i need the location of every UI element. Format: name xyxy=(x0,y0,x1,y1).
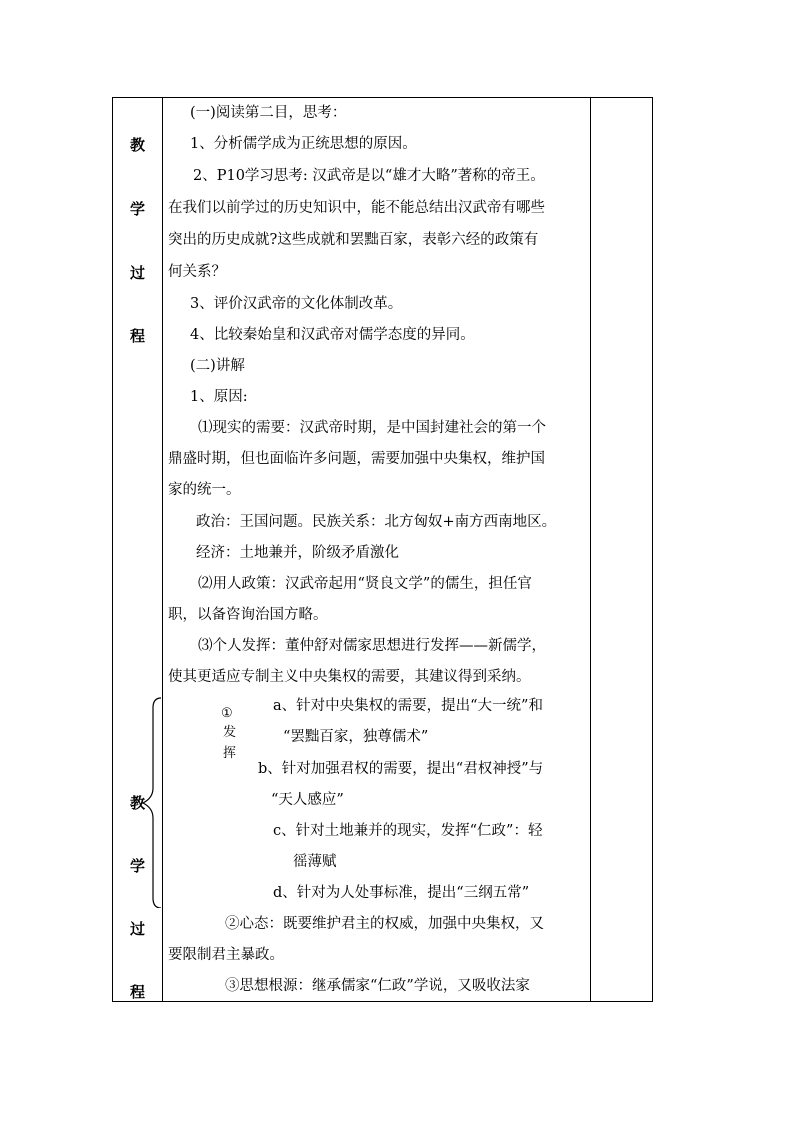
brace-item: 徭薄赋 xyxy=(293,854,337,870)
side-label-char: 过 xyxy=(129,920,145,938)
side-label-char: 教 xyxy=(129,136,145,154)
text-line: 突出的历史成就?这些成就和罢黜百家，表彰六经的政策有 xyxy=(168,232,539,248)
brace-item: a、针对中央集权的需要，提出“大一统”和 xyxy=(273,698,543,714)
text-line: 政治：王国问题。民族关系：北方匈奴+南方西南地区。 xyxy=(196,514,557,530)
side-label-char: 学 xyxy=(129,200,145,218)
text-line: 1、原因: xyxy=(190,389,248,405)
text-line: 家的统一。 xyxy=(168,482,241,498)
text-line: 3、评价汉武帝的文化体制改革。 xyxy=(190,296,403,312)
curly-brace-icon xyxy=(126,598,166,908)
brace-item: b、针对加强君权的需要，提出“君权神授”与 xyxy=(258,761,544,777)
side-label-char: 程 xyxy=(129,327,145,345)
brace-item: d、针对为人处事标准，提出“三纲五常” xyxy=(273,885,530,901)
side-label-char: 教 xyxy=(129,794,145,812)
brace-item: “天人感应” xyxy=(271,792,344,808)
brace-item: c、针对土地兼并的现实，发挥“仁政”：轻 xyxy=(273,823,543,839)
text-line: 要限制君主暴政。 xyxy=(168,947,284,963)
brace-label-char: 发 xyxy=(223,725,237,740)
text-line: ⑵用人政策：汉武帝起用“贤良文学”的儒生，担任官 xyxy=(198,576,532,592)
text-line: 在我们以前学过的历史知识中，能不能总结出汉武帝有哪些 xyxy=(168,200,545,216)
text-line: 1、分析儒学成为正统思想的原因。 xyxy=(190,136,417,152)
text-line: 使其更适应专制主义中央集权的需要，其建议得到采纳。 xyxy=(168,669,531,685)
brace-label-char: 挥 xyxy=(223,746,237,761)
brace-label-char: ① xyxy=(221,706,233,721)
text-line: 鼎盛时期，但也面临许多问题，需要加强中央集权，维护国 xyxy=(168,451,545,467)
text-line: ⑶个人发挥：董仲舒对儒家思想进行发挥——新儒学， xyxy=(198,638,546,654)
text-line: ⑴现实的需要：汉武帝时期，是中国封建社会的第一个 xyxy=(198,420,546,436)
text-line: (一)阅读第二目，思考： xyxy=(190,105,347,121)
text-line: ②心态：既要维护君主的权威，加强中央集权，又 xyxy=(225,916,544,932)
text-line: (二)讲解 xyxy=(190,358,245,374)
text-line: 何关系？ xyxy=(168,264,226,280)
text-line: 2、P10学习思考: 汉武帝是以“雄才大略”著称的帝王。 xyxy=(193,168,545,184)
text-line: 4、比较秦始皇和汉武帝对儒学态度的异同。 xyxy=(190,327,475,343)
text-line: 职，以备咨询治国方略。 xyxy=(168,607,328,623)
side-label-char: 程 xyxy=(129,983,145,1001)
side-label-char: 学 xyxy=(129,857,145,875)
text-line: ③思想根源：继承儒家“仁政”学说，又吸收法家 xyxy=(225,978,530,994)
side-label-char: 过 xyxy=(129,264,145,282)
text-line: 经济：土地兼并，阶级矛盾激化 xyxy=(196,545,399,561)
brace-item: “罢黜百家，独尊儒术” xyxy=(283,729,429,745)
column-divider-right xyxy=(590,98,591,1001)
